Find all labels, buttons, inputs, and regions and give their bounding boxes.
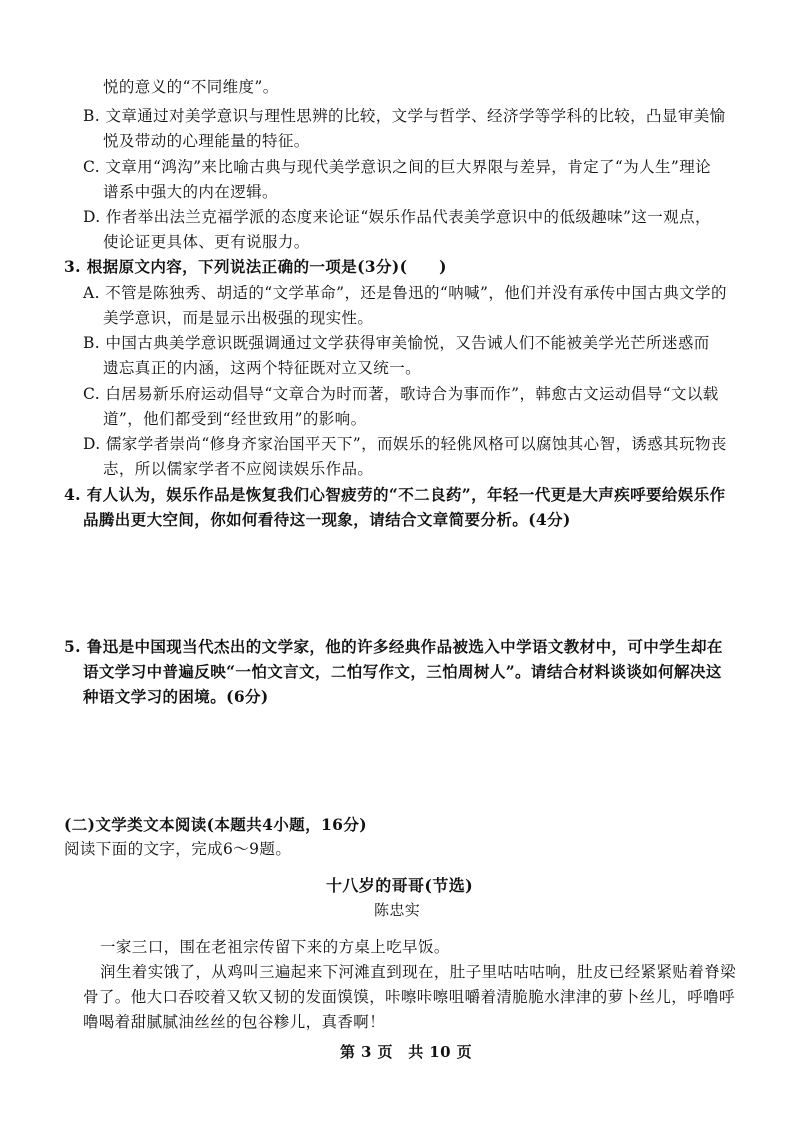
option-d: D. 儒家学者崇尚“修身齐家治国平天下”，而娱乐的轻佻风格可以腐蚀其心智，诱惑其玩物丧 [83,435,727,453]
question-5-cont: 种语文学习的困境。(6分) [83,687,269,706]
story-title: 十八岁的哥哥(节选) [326,876,474,895]
question-3: 3. 根据原文内容，下列说法正确的一项是(3分)( ) [64,257,447,276]
option-d: D. 作者举出法兰克福学派的态度来论证“娱乐作品代表美学意识中的低级趣味”这一观点， [83,208,711,226]
option-text: 使论证更具体、更有说服力。 [103,233,310,251]
option-text: 遗忘真正的内涵，这两个特征既对立又统一。 [103,359,422,377]
option-b: B. 中国古典美学意识既强调通过文学获得审美愉悦，又告诫人们不能被美学光芒所迷惑而 [83,334,710,352]
section-instruction: 阅读下面的文字，完成6～9题。 [64,840,292,858]
option-text: 谱系中强大的内在逻辑。 [103,183,278,201]
page-footer: 第 3 页 共 10 页 [340,1043,473,1061]
question-5: 5. 鲁迅是中国现当代杰出的文学家，他的许多经典作品被选入中学语文教材中，可中学生却在 [64,637,723,656]
option-text: 道”，他们都受到“经世致用”的影响。 [103,410,367,428]
option-text: 悦的意义的“不同维度”。 [103,78,279,96]
question-4-cont: 品腾出更大空间，你如何看待这一现象，请结合文章简要分析。(4分) [83,510,571,529]
option-c: C. 白居易新乐府运动倡导“文章合为时而著，歌诗合为事而作”，韩愈古文运动倡导“文以载 [83,385,719,403]
story-paragraph: 一家三口，围在老祖宗传留下来的方桌上吃早饭。 [100,938,450,956]
option-text: 志，所以儒家学者不应阅读娱乐作品。 [103,460,374,478]
story-author: 陈忠实 [374,901,421,919]
question-4: 4. 有人认为，娱乐作品是恢复我们心智疲劳的“不二良药”，年轻一代更是大声疾呼要给娱乐作 [64,485,726,504]
section-heading: (二)文学类文本阅读(本题共4小题，16分) [64,815,367,834]
option-c: C. 文章用“鸿沟”来比喻古典与现代美学意识之间的巨大界限与差异，肯定了“为人生”理论 [83,158,712,176]
story-paragraph-cont: 噜喝着甜腻腻油丝丝的包谷糁儿，真香啊！ [83,1013,386,1031]
option-text: 悦及带动的心理能量的特征。 [103,132,310,150]
option-text: 美学意识，而是显示出极强的现实性。 [103,309,374,327]
question-5-cont: 语文学习中普遍反映“一怕文言文，二怕写作文，三怕周树人”。请结合材料谈谈如何解决这 [83,662,722,681]
option-b: B. 文章通过对美学意识与理性思辨的比较，文学与哲学、经济学等学科的比较，凸显审美愉 [83,107,726,125]
story-paragraph: 润生着实饿了，从鸡叫三遍起来下河滩直到现在，肚子里咕咕咕响，肚皮已经紧紧贴着脊梁 [100,963,737,981]
story-paragraph-cont: 骨了。他大口吞咬着又软又韧的发面馍馍，咔嚓咔嚓咀嚼着清脆脆水津津的萝卜丝儿，呼噜呼 [83,988,735,1006]
option-a: A. 不管是陈独秀、胡适的“文学革命”，还是鲁迅的“呐喊”，他们并没有承传中国古典文学的 [83,284,727,302]
